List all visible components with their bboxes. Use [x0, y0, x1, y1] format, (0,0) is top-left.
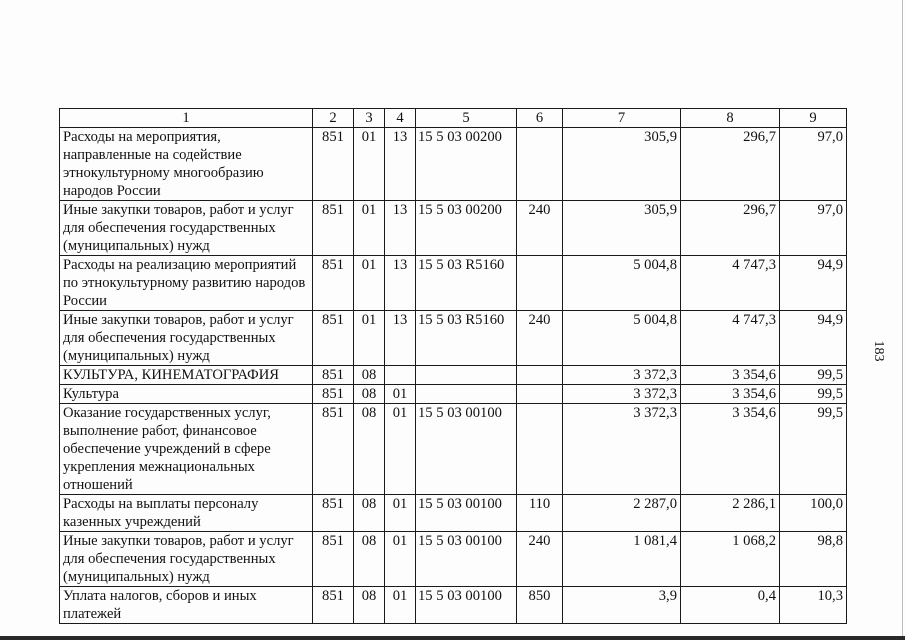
table-row: [60, 385, 847, 404]
ministry-code: 851: [313, 128, 354, 201]
scan-edge: [902, 0, 903, 636]
execution-percent: 100,0: [780, 495, 847, 532]
subsection-code: 01: [385, 495, 416, 532]
execution-percent: 99,5: [780, 366, 847, 385]
execution-percent: 99,5: [780, 385, 847, 404]
table-body: [60, 109, 847, 624]
target-article-code: 15 5 03 00100: [416, 404, 517, 495]
ministry-code: 851: [313, 587, 354, 624]
section-code: 01: [354, 256, 385, 311]
ministry-code: 851: [313, 404, 354, 495]
subsection-code: 01: [385, 587, 416, 624]
expense-type-code: [517, 404, 563, 495]
target-article-code: 15 5 03 00100: [416, 532, 517, 587]
expense-type-code: 240: [517, 201, 563, 256]
planned-amount: 1 081,4: [563, 532, 681, 587]
scan-edge: [0, 636, 905, 640]
row-description: Уплата налогов, сборов и иных платежей: [60, 587, 313, 624]
section-code: 08: [354, 404, 385, 495]
target-article-code: [416, 385, 517, 404]
table-row: [60, 404, 847, 495]
header-row: [60, 109, 847, 128]
expense-type-code: 240: [517, 532, 563, 587]
planned-amount: 3 372,3: [563, 385, 681, 404]
planned-amount: 305,9: [563, 201, 681, 256]
header-cell: 3: [354, 109, 385, 128]
row-description: Расходы на мероприятия, направленные на содействие этнокультурному многообразию народов России: [60, 128, 313, 201]
section-code: 01: [354, 128, 385, 201]
planned-amount: 305,9: [563, 128, 681, 201]
planned-amount: 5 004,8: [563, 311, 681, 366]
subsection-code: 13: [385, 311, 416, 366]
expense-type-code: [517, 385, 563, 404]
subsection-code: [385, 366, 416, 385]
subsection-code: 13: [385, 256, 416, 311]
subsection-code: 01: [385, 385, 416, 404]
ministry-code: 851: [313, 366, 354, 385]
section-code: 08: [354, 495, 385, 532]
ministry-code: 851: [313, 311, 354, 366]
executed-amount: 4 747,3: [681, 256, 780, 311]
executed-amount: 4 747,3: [681, 311, 780, 366]
target-article-code: 15 5 03 R5160: [416, 256, 517, 311]
ministry-code: 851: [313, 495, 354, 532]
ministry-code: 851: [313, 385, 354, 404]
row-description: Культура: [60, 385, 313, 404]
page-number: 183: [871, 340, 886, 362]
executed-amount: 296,7: [681, 201, 780, 256]
table-row: [60, 311, 847, 366]
row-description: Расходы на реализацию мероприятий по этнокультурному развитию народов России: [60, 256, 313, 311]
subsection-code: 01: [385, 532, 416, 587]
target-article-code: 15 5 03 00200: [416, 128, 517, 201]
subsection-code: 13: [385, 201, 416, 256]
section-code: 08: [354, 366, 385, 385]
section-code: 08: [354, 587, 385, 624]
table-row: [60, 128, 847, 201]
target-article-code: [416, 366, 517, 385]
expense-type-code: [517, 256, 563, 311]
row-description: Оказание государственных услуг, выполнение работ, финансовое обеспечение учреждений в сфере укрепления межнациональных отношений: [60, 404, 313, 495]
section-code: 01: [354, 311, 385, 366]
row-description: Иные закупки товаров, работ и услуг для обеспечения государственных (муниципальных) нужд: [60, 311, 313, 366]
table-row: [60, 495, 847, 532]
execution-percent: 98,8: [780, 532, 847, 587]
header-cell: 2: [313, 109, 354, 128]
target-article-code: 15 5 03 00200: [416, 201, 517, 256]
table-row: [60, 256, 847, 311]
planned-amount: 5 004,8: [563, 256, 681, 311]
executed-amount: 0,4: [681, 587, 780, 624]
subsection-code: 01: [385, 404, 416, 495]
expense-type-code: 240: [517, 311, 563, 366]
table-row: [60, 532, 847, 587]
planned-amount: 3 372,3: [563, 366, 681, 385]
budget-table: [59, 108, 847, 624]
planned-amount: 2 287,0: [563, 495, 681, 532]
header-cell: 5: [416, 109, 517, 128]
header-cell: 6: [517, 109, 563, 128]
execution-percent: 97,0: [780, 128, 847, 201]
execution-percent: 94,9: [780, 256, 847, 311]
header-cell: 7: [563, 109, 681, 128]
row-description: Иные закупки товаров, работ и услуг для обеспечения государственных (муниципальных) нужд: [60, 532, 313, 587]
planned-amount: 3,9: [563, 587, 681, 624]
execution-percent: 97,0: [780, 201, 847, 256]
ministry-code: 851: [313, 532, 354, 587]
header-cell: 1: [60, 109, 313, 128]
planned-amount: 3 372,3: [563, 404, 681, 495]
expense-type-code: 110: [517, 495, 563, 532]
ministry-code: 851: [313, 201, 354, 256]
executed-amount: 3 354,6: [681, 385, 780, 404]
execution-percent: 94,9: [780, 311, 847, 366]
header-cell: 8: [681, 109, 780, 128]
row-description: Иные закупки товаров, работ и услуг для обеспечения государственных (муниципальных) нужд: [60, 201, 313, 256]
target-article-code: 15 5 03 00100: [416, 587, 517, 624]
section-code: 08: [354, 385, 385, 404]
executed-amount: 3 354,6: [681, 366, 780, 385]
target-article-code: 15 5 03 R5160: [416, 311, 517, 366]
executed-amount: 1 068,2: [681, 532, 780, 587]
executed-amount: 2 286,1: [681, 495, 780, 532]
section-code: 01: [354, 201, 385, 256]
header-cell: 4: [385, 109, 416, 128]
section-code: 08: [354, 532, 385, 587]
ministry-code: 851: [313, 256, 354, 311]
expense-type-code: [517, 366, 563, 385]
executed-amount: 296,7: [681, 128, 780, 201]
header-cell: 9: [780, 109, 847, 128]
row-description: Расходы на выплаты персоналу казенных учреждений: [60, 495, 313, 532]
table-row: [60, 201, 847, 256]
expense-type-code: 850: [517, 587, 563, 624]
execution-percent: 10,3: [780, 587, 847, 624]
table-row: [60, 587, 847, 624]
expense-type-code: [517, 128, 563, 201]
row-description: КУЛЬТУРА, КИНЕМАТОГРАФИЯ: [60, 366, 313, 385]
table-row: [60, 366, 847, 385]
subsection-code: 13: [385, 128, 416, 201]
executed-amount: 3 354,6: [681, 404, 780, 495]
execution-percent: 99,5: [780, 404, 847, 495]
target-article-code: 15 5 03 00100: [416, 495, 517, 532]
